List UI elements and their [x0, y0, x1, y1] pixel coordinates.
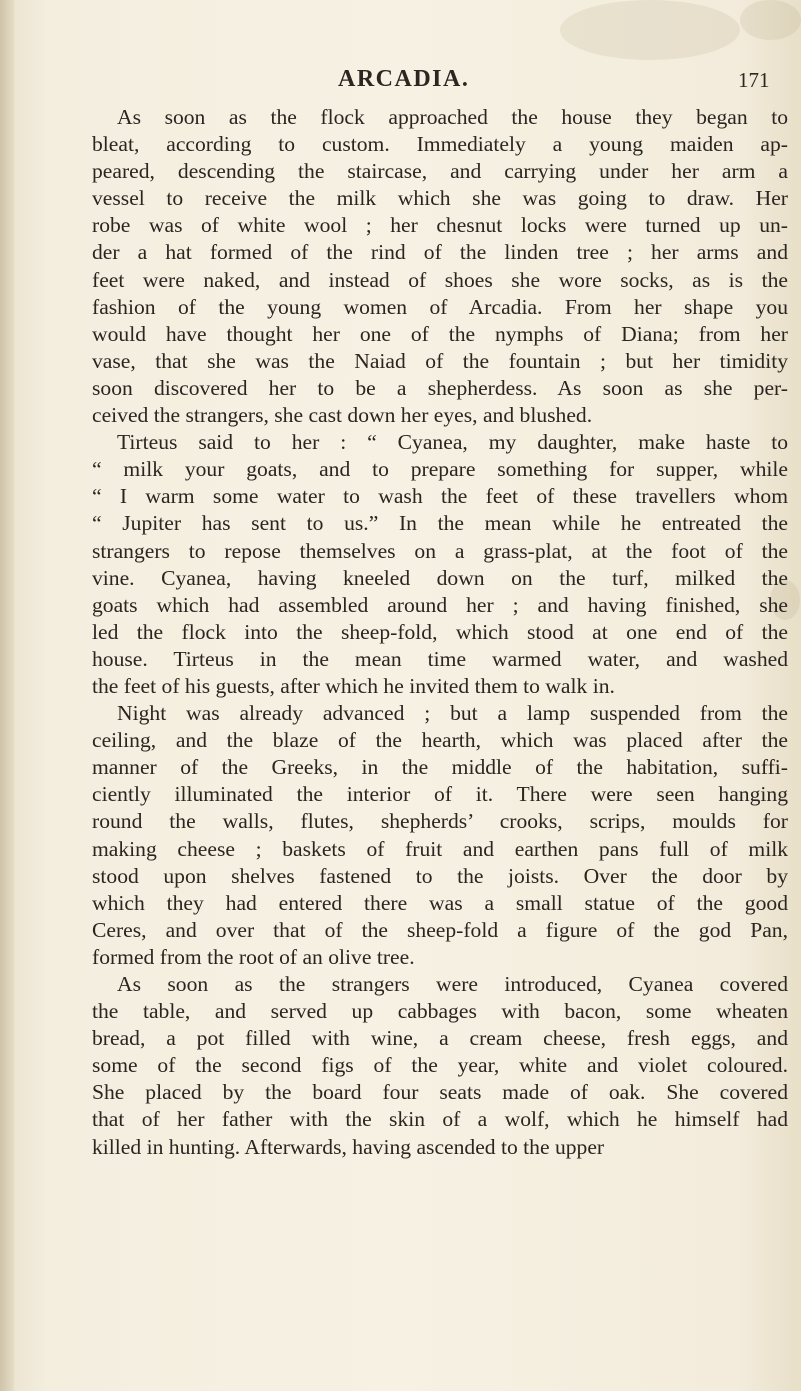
page-gutter: [0, 0, 14, 1391]
text-line: “ I warm some water to wash the feet of these travellers whom: [92, 484, 788, 509]
text-line: As soon as the strangers were introduced, Cyanea covered: [117, 972, 788, 996]
text-line: ceiling, and the blaze of the hearth, which was placed after the: [92, 728, 788, 753]
running-head-title: ARCADIA.: [338, 66, 470, 92]
text-line: fashion of the young women of Arcadia. From her shape you: [92, 294, 788, 319]
text-line: “ milk your goats, and to prepare something for supper, while: [92, 457, 788, 482]
text-line: would have thought her one of the nymphs of Diana; from her: [92, 321, 788, 346]
body-text: [92, 104, 788, 1161]
text-line: She placed by the board four seats made of oak. She covered: [92, 1080, 788, 1105]
text-line: Night was already advanced ; but a lamp suspended from the: [117, 701, 788, 726]
text-line: Tirteus said to her : “ Cyanea, my daughter, make haste to: [117, 430, 788, 455]
text-line: manner of the Greeks, in the middle of the habitation, suffi-: [92, 755, 788, 780]
text-line: robe was of white wool ; her chesnut locks were turned up un-: [92, 213, 788, 238]
text-line: house. Tirteus in the mean time warmed water, and washed: [92, 646, 788, 671]
page-number: 171: [738, 68, 770, 92]
text-line: the feet of his guests, after which he invited them to walk in.: [92, 673, 615, 698]
text-line: feet were naked, and instead of shoes she wore socks, as is the: [92, 267, 788, 292]
text-line: vine. Cyanea, having kneeled down on the turf, milked the: [92, 565, 788, 590]
text-line: der a hat formed of the rind of the linden tree ; her arms and: [92, 240, 788, 265]
paper-stain: [740, 0, 801, 40]
text-line: led the flock into the sheep-fold, which stood at one end of the: [92, 619, 788, 644]
text-line: vase, that she was the Naiad of the fountain ; but her timidity: [92, 348, 788, 373]
text-line: ceived the strangers, she cast down her eyes, and blushed.: [92, 403, 593, 428]
text-line: soon discovered her to be a shepherdess. As soon as she per-: [92, 375, 788, 400]
text-line: the table, and served up cabbages with bacon, some wheaten: [92, 999, 788, 1024]
running-head: [0, 66, 801, 96]
text-line: As soon as the flock approached the house they began to: [117, 105, 788, 129]
text-line: which they had entered there was a small statue of the good: [92, 890, 788, 915]
text-line: formed from the root of an olive tree.: [92, 944, 415, 969]
paper-stain: [560, 0, 740, 60]
text-line: some of the second figs of the year, white and violet coloured.: [92, 1053, 788, 1078]
text-line: stood upon shelves fastened to the joists. Over the door by: [92, 863, 788, 888]
text-line: killed in hunting. Afterwards, having ascended to the upper: [92, 1134, 605, 1159]
text-line: “ Jupiter has sent to us.” In the mean while he entreated the: [92, 511, 788, 536]
text-line: Ceres, and over that of the sheep-fold a figure of the god Pan,: [92, 917, 788, 942]
text-line: strangers to repose themselves on a grass-plat, at the foot of the: [92, 538, 788, 563]
text-line: making cheese ; baskets of fruit and earthen pans full of milk: [92, 836, 788, 861]
text-line: vessel to receive the milk which she was going to draw. Her: [92, 186, 788, 211]
text-line: peared, descending the staircase, and carrying under her arm a: [92, 159, 788, 184]
text-line: goats which had assembled around her ; and having finished, she: [92, 592, 788, 617]
text-line: bleat, according to custom. Immediately a young maiden ap-: [92, 132, 788, 157]
text-line: that of her father with the skin of a wolf, which he himself had: [92, 1107, 788, 1132]
text-line: round the walls, flutes, shepherds’ crooks, scrips, moulds for: [92, 809, 788, 834]
text-line: ciently illuminated the interior of it. There were seen hanging: [92, 782, 788, 807]
text-line: bread, a pot filled with wine, a cream cheese, fresh eggs, and: [92, 1026, 788, 1051]
